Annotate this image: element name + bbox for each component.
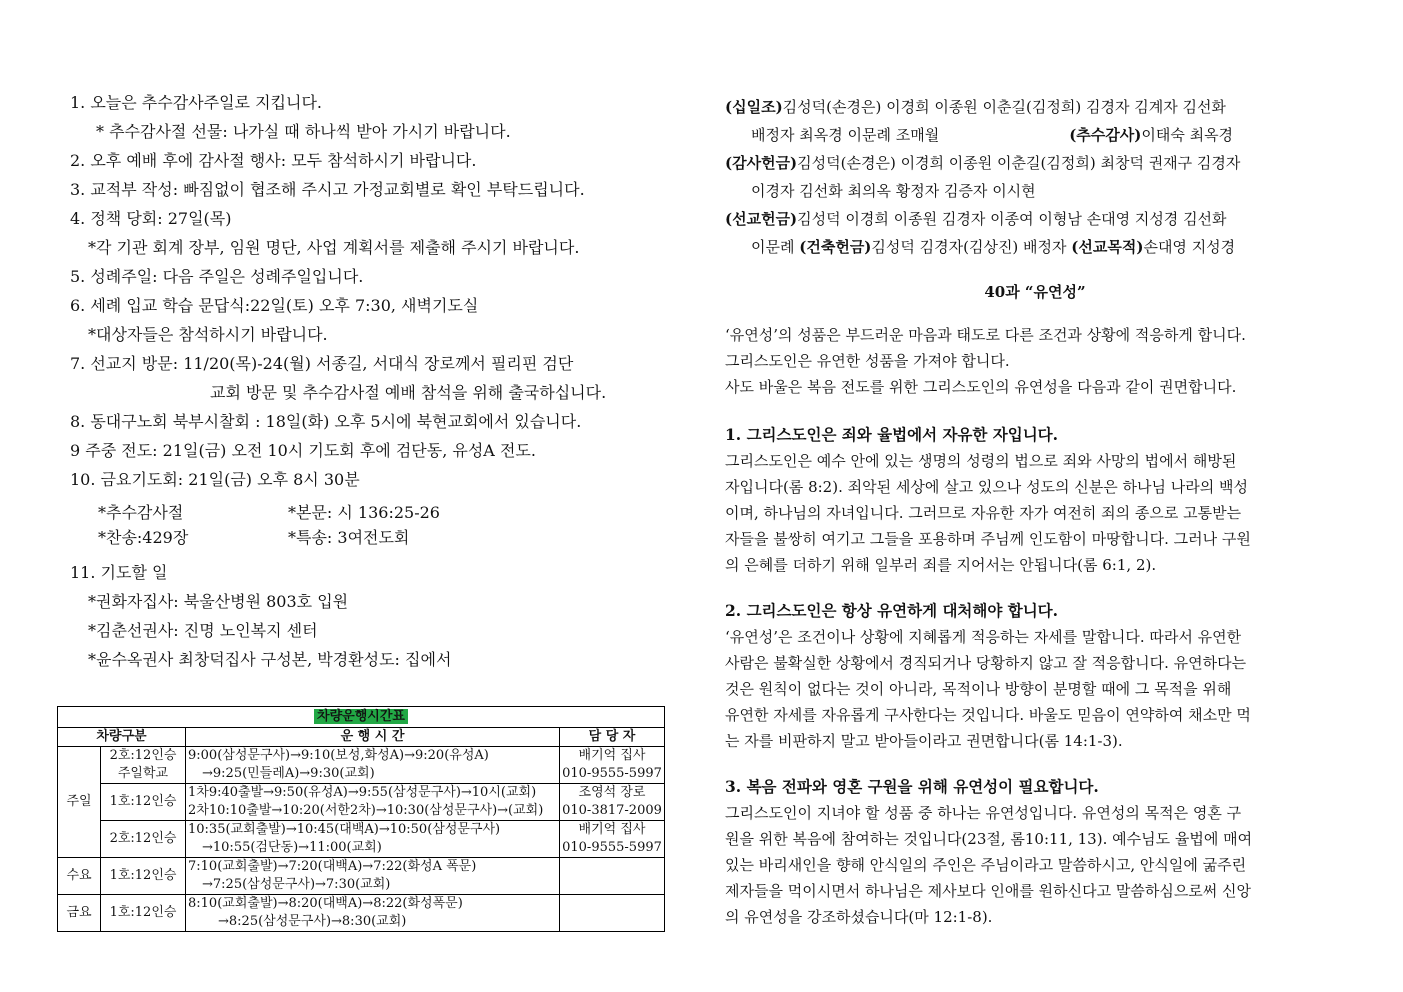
section-2-line: ‘유연성’은 조건이나 상황에 지혜롭게 적응하는 자세를 말합니다. 따라서 유연한: [725, 628, 1242, 646]
time-cell: 7:10(교회출발)→7:20(대백A)→7:22(화성A 폭문) →7:25(삼성문구사)→7:30(교회): [186, 858, 560, 895]
table-row: [58, 784, 665, 821]
section-1-line: 자들을 불쌍히 여기고 그들을 포용하며 주님께 인도함이 마땅합니다. 그러나 구원: [725, 530, 1251, 548]
time-cell: 10:35(교회출발)→10:45(대백A)→10:50(삼성문구사) →10:55(검단동)→11:00(교회): [186, 821, 560, 858]
vehicle-cell: 1호:12인승: [101, 895, 186, 932]
friday-row-1: [70, 500, 670, 525]
day-friday: 금요: [58, 895, 101, 932]
table-row: [58, 821, 665, 858]
friday-text: *본문: 시 136:25-26: [288, 503, 440, 522]
section-1-title: 1. 그리스도인은 죄와 율법에서 자유한 자입니다.: [725, 425, 1059, 444]
offering-line: (감사헌금)김성덕(손경은) 이경희 이종원 이춘길(김정희) 최창덕 권재구 김경자: [725, 154, 1241, 172]
lesson-title: 40과 “유연성”: [984, 283, 1086, 301]
notices-column: [70, 88, 670, 674]
right-column: [725, 93, 1345, 930]
section-3-title: 3. 복음 전파와 영혼 구원을 위해 유연성이 필요합니다.: [725, 777, 1099, 796]
bus-table-caption: 차량운행시간표: [57, 706, 665, 727]
offering-line: (선교헌금)김성덕 이경희 이종원 김경자 이종여 이형남 손대영 지성경 김선화: [725, 210, 1227, 228]
section-3-line: 그리스도인이 지녀야 할 성품 중 하나는 유연성입니다. 유연성의 목적은 영혼 구: [725, 804, 1242, 822]
staff-cell: 배기억 집사 010-9555-5997: [560, 821, 665, 858]
notice-4-sub: *각 기관 회계 장부, 임원 명단, 사업 계획서를 제출해 주시기 바랍니다.: [88, 238, 580, 257]
friday-hymn: *찬송:429장: [98, 528, 189, 547]
vehicle-cell: 1호:12인승: [101, 858, 186, 895]
notice-9: 9 주중 전도: 21일(금) 오전 10시 기도회 후에 검단동, 유성A 전도.: [70, 441, 536, 460]
intro-line: 그리스도인은 유연한 성품을 가져야 합니다.: [725, 352, 1010, 370]
section-2-line: 유연한 자세를 자유롭게 구사한다는 것입니다. 바울도 믿음이 연약하여 채소만 먹: [725, 706, 1251, 724]
section-3-line: 의 유연성을 강조하셨습니다(마 12:1-8).: [725, 908, 993, 926]
offering-line: 이문례 (건축헌금)김성덕 김경자(김상진) 배정자 (선교목적)손대영 지성경: [751, 238, 1236, 256]
staff-cell: [560, 895, 665, 932]
vehicle-cell: 2호:12인승: [101, 821, 186, 858]
offering-line: 배정자 최옥경 이문례 조매월 (추수감사)이태숙 최옥경: [751, 126, 1234, 144]
time-cell: 8:10(교회출발)→8:20(대백A)→8:22(화성폭문) →8:25(삼성문구사)→8:30(교회): [186, 895, 560, 932]
section-2-title: 2. 그리스도인은 항상 유연하게 대처해야 합니다.: [725, 601, 1059, 620]
prayer-item: *김춘선권사: 진명 노인복지 센터: [88, 621, 318, 640]
friday-theme: *추수감사절: [98, 503, 184, 522]
table-row: [58, 858, 665, 895]
notice-6: 6. 세례 입교 학습 문답식:22일(토) 오후 7:30, 새벽기도실: [70, 296, 479, 315]
friday-row-2: [70, 525, 670, 550]
notice-7-cont: 교회 방문 및 추수감사절 예배 참석을 위해 출국하십니다.: [210, 383, 607, 402]
section-1-line: 자입니다(롬 8:2). 죄악된 세상에 살고 있으나 성도의 신분은 하나님 나라의 백성: [725, 478, 1248, 496]
staff-cell: [560, 858, 665, 895]
day-sunday: 주일: [58, 747, 101, 858]
notice-4: 4. 정책 당회: 27일(목): [70, 209, 232, 228]
section-3-line: 있는 바리새인을 향해 안식일의 주인은 주님이라고 말씀하시고, 안식일에 굶주린: [725, 856, 1247, 874]
table-row: [58, 747, 665, 784]
notice-1-sub: * 추수감사절 선물: 나가실 때 하나씩 받아 가시기 바랍니다.: [96, 122, 511, 141]
day-wednesday: 수요: [58, 858, 101, 895]
notice-1: 1. 오늘은 추수감사주일로 지킵니다.: [70, 93, 322, 112]
time-cell: 9:00(삼성문구사)→9:10(보성,화성A)→9:20(유성A) →9:25(민들레A)→9:30(교회): [186, 747, 560, 784]
intro-line: 사도 바울은 복음 전도를 위한 그리스도인의 유연성을 다음과 같이 권면합니다.: [725, 378, 1237, 396]
header-vehicle: 차량구분: [58, 728, 186, 747]
section-1-line: 이며, 하나님의 자녀입니다. 그러므로 자유한 자가 여전히 죄의 종으로 고통받는: [725, 504, 1242, 522]
staff-cell: 배기억 집사 010-9555-5997: [560, 747, 665, 784]
section-2-line: 사람은 불확실한 상황에서 경직되거나 당황하지 않고 잘 적응합니다. 유연하다는: [725, 654, 1247, 672]
section-2-line: 것은 원칙이 없다는 것이 아니라, 목적이나 방향이 분명할 때에 그 목적을 위해: [725, 680, 1232, 698]
header-staff: 담 당 자: [560, 728, 665, 747]
bus-schedule-table: [57, 706, 665, 932]
offering-line: 이경자 김선화 최의옥 황정자 김증자 이시현: [751, 182, 1036, 200]
staff-cell: 조영석 장로 010-3817-2009: [560, 784, 665, 821]
notice-6-sub: *대상자들은 참석하시기 바랍니다.: [88, 325, 328, 344]
section-1-line: 그리스도인은 예수 안에 있는 생명의 성령의 법으로 죄와 사망의 법에서 해방된: [725, 452, 1237, 470]
notice-7: 7. 선교지 방문: 11/20(목)-24(월) 서종길, 서대식 장로께서 필리핀 검단: [70, 354, 574, 373]
section-3-line: 제자들을 먹이시면서 하나님은 제사보다 인애를 원하신다고 말씀하심으로써 신앙: [725, 882, 1252, 900]
vehicle-cell: 2호:12인승 주일학교: [101, 747, 186, 784]
offering-line: (십일조)김성덕(손경은) 이경희 이종원 이춘길(김정희) 김경자 김계자 김선화: [725, 98, 1226, 116]
notice-10: 10. 금요기도회: 21일(금) 오후 8시 30분: [70, 470, 360, 489]
prayer-item: *윤수옥권사 최창덕집사 구성본, 박경환성도: 집에서: [88, 650, 452, 669]
header-times: 운 행 시 간: [186, 728, 560, 747]
notice-2: 2. 오후 예배 후에 감사절 행사: 모두 참석하시기 바랍니다.: [70, 151, 477, 170]
vehicle-cell: 1호:12인승: [101, 784, 186, 821]
prayer-title: 11. 기도할 일: [70, 563, 168, 582]
section-2-line: 는 자를 비판하지 말고 받아들이라고 권면합니다(롬 14:1-3).: [725, 732, 1123, 750]
prayer-item: *권화자집사: 북울산병원 803호 입원: [88, 592, 349, 611]
notice-8: 8. 동대구노회 북부시찰회 : 18일(화) 오후 5시에 북현교회에서 있습니다.: [70, 412, 582, 431]
table-row: [58, 895, 665, 932]
friday-special: *특송: 3여전도회: [288, 528, 410, 547]
section-1-line: 의 은혜를 더하기 위해 일부러 죄를 지어서는 안됩니다(롬 6:1, 2).: [725, 556, 1157, 574]
section-3-line: 원을 위한 복음에 참여하는 것입니다(23절, 롬10:11, 13). 예수님도 율법에 매여: [725, 830, 1253, 848]
table-header-row: [58, 728, 665, 747]
time-cell: 1차9:40출발→9:50(유성A)→9:55(삼성문구사)→10시(교회) 2차10:10출발→10:20(서한2차)→10:30(삼성문구사)→(교회): [186, 784, 560, 821]
notice-3: 3. 교적부 작성: 빠짐없이 협조해 주시고 가정교회별로 확인 부탁드립니다.: [70, 180, 585, 199]
intro-line: ‘유연성’의 성품은 부드러운 마음과 태도로 다른 조건과 상황에 적응하게 합니다.: [725, 326, 1246, 344]
notice-5: 5. 성례주일: 다음 주일은 성례주일입니다.: [70, 267, 364, 286]
